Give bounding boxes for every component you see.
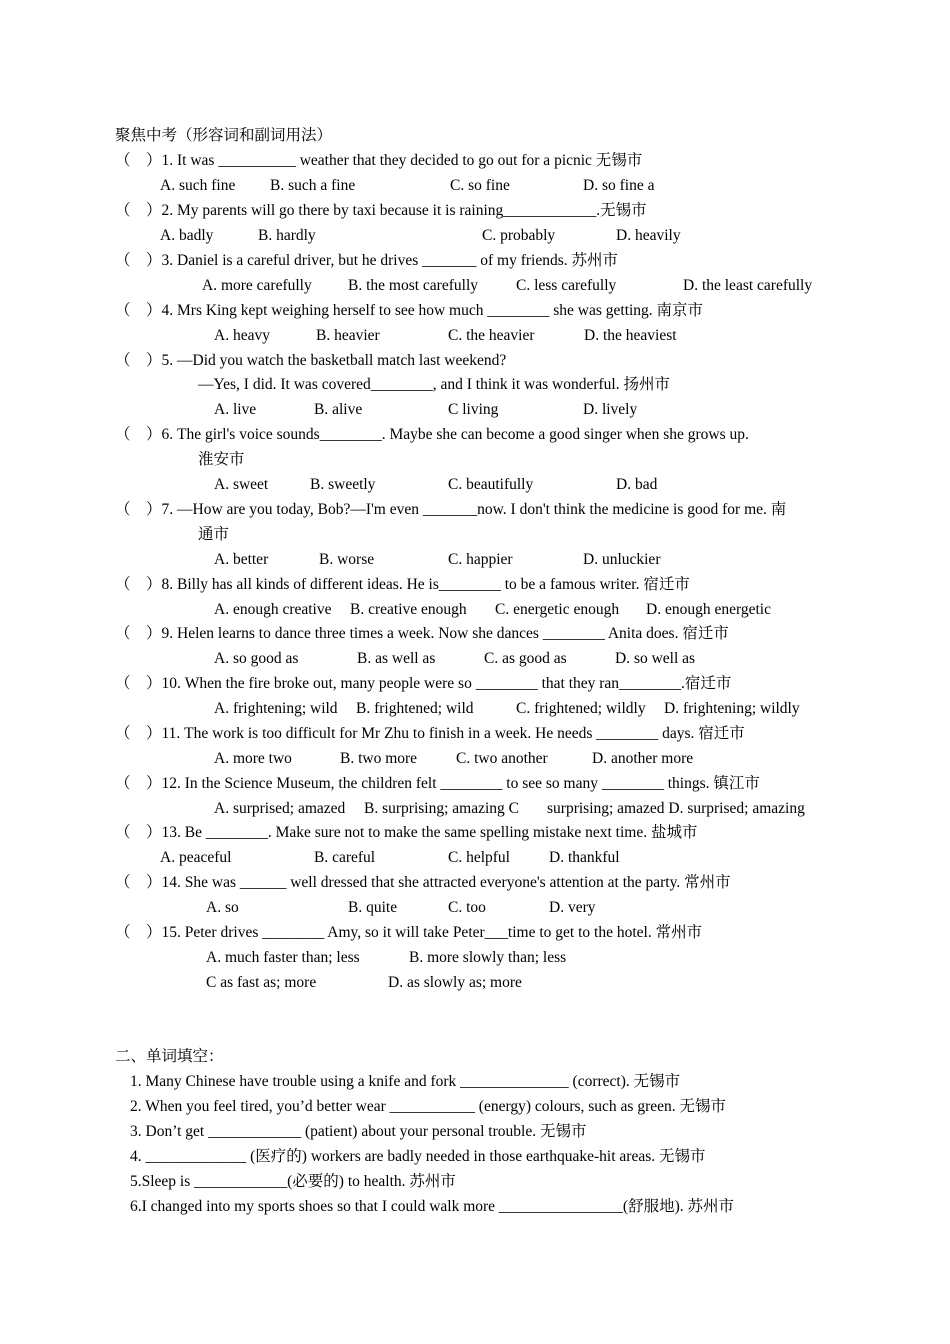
option: A. heavy (214, 327, 270, 344)
option: C. frightened; wildly (516, 700, 646, 717)
option: C. less carefully (516, 277, 617, 294)
option: B. alive (314, 401, 363, 418)
option: A. better (214, 551, 269, 568)
option: A. such fine (160, 177, 236, 194)
option: A. more two (214, 750, 292, 767)
fill-item: 6.I changed into my sports shoes so that I could walk more ________________(舒服地). 苏州市 (130, 1198, 734, 1215)
option: D. enough energetic (646, 601, 771, 618)
question-stem: （ ）8. Billy has all kinds of different ideas. He is________ to be a famous writer. 宿迁市 (115, 576, 690, 593)
option: D. the heaviest (584, 327, 677, 344)
option: C. helpful (448, 849, 510, 866)
fill-item: 5.Sleep is ____________(必要的) to health. 苏州市 (130, 1173, 456, 1190)
option: B. creative enough (350, 601, 467, 618)
option: A. live (214, 401, 257, 418)
option: B. sweetly (310, 476, 376, 493)
option: C. energetic enough (495, 601, 620, 618)
fill-item: 2. When you feel tired, you’d better wear ___________ (energy) colours, such as green. 无锡市 (130, 1098, 727, 1115)
option: D. lively (583, 401, 638, 418)
option: A. so (206, 899, 239, 916)
option: C. two another (456, 750, 548, 767)
fill-item: 1. Many Chinese have trouble using a knife and fork ______________ (correct). 无锡市 (130, 1073, 681, 1090)
section-title: 二、单词填空： (115, 1048, 224, 1065)
question-stem: （ ）2. My parents will go there by taxi because it is raining____________.无锡市 (115, 202, 647, 219)
option: C. too (448, 899, 486, 916)
question-stem: （ ）4. Mrs King kept weighing herself to see how much ________ she was getting. 南京市 (115, 302, 704, 319)
question-stem: （ ）7. —How are you today, Bob?—I'm even _______now. I don't think the medicine is good for me. 南 (115, 501, 787, 518)
question-stem: （ ）12. In the Science Museum, the children felt ________ to see so many ________ things. 镇江市 (115, 775, 760, 792)
option: C. probably (482, 227, 556, 244)
option: B. heavier (316, 327, 380, 344)
option: A. more carefully (202, 277, 312, 294)
option: C. happier (448, 551, 513, 568)
question-stem: （ ）11. The work is too difficult for Mr Zhu to finish in a week. He needs ________ days. 宿迁市 (115, 725, 745, 742)
fill-item: 3. Don’t get ____________ (patient) about your personal trouble. 无锡市 (130, 1123, 587, 1140)
option: B. two more (340, 750, 418, 767)
question-stem-continued: —Yes, I did. It was covered________, and I think it was wonderful. 扬州市 (198, 376, 670, 393)
question-stem: （ ）14. She was ______ well dressed that she attracted everyone's attention at the party. 常州市 (115, 874, 731, 891)
option: B. such a fine (270, 177, 356, 194)
question-stem: （ ）6. The girl's voice sounds________. Maybe she can become a good singer when she grows up. (115, 426, 749, 443)
option: B. as well as (357, 650, 436, 667)
question-stem: （ ）13. Be ________. Make sure not to make the same spelling mistake next time. 盐城市 (115, 824, 698, 841)
option: B. the most carefully (348, 277, 478, 294)
option: D. bad (616, 476, 658, 493)
option: surprising; amazed D. surprised; amazing (547, 800, 805, 817)
option: B. quite (348, 899, 398, 916)
question-stem-continued: 通市 (198, 526, 230, 543)
option: B. surprising; amazing C (364, 800, 519, 817)
option: A. much faster than; less (206, 949, 360, 966)
option: C. as good as (484, 650, 567, 667)
fill-item: 4. _____________ (医疗的) workers are badly needed in those earthquake-hit areas. 无锡市 (130, 1148, 706, 1165)
option: A. frightening; wild (214, 700, 338, 717)
option: B. careful (314, 849, 376, 866)
section-title: 聚焦中考（形容词和副词用法） (115, 127, 333, 144)
question-stem: （ ）9. Helen learns to dance three times a week. Now she dances ________ Anita does. 宿迁市 (115, 625, 729, 642)
option: C as fast as; more (206, 974, 317, 991)
option: C living (448, 401, 499, 418)
question-stem: （ ）1. It was __________ weather that they decided to go out for a picnic 无锡市 (115, 152, 643, 169)
option: B. worse (319, 551, 375, 568)
option: A. sweet (214, 476, 269, 493)
option: B. hardly (258, 227, 316, 244)
option: B. more slowly than; less (409, 949, 567, 966)
option: A. badly (160, 227, 214, 244)
option: A. peaceful (160, 849, 232, 866)
option: D. as slowly as; more (388, 974, 522, 991)
option: A. surprised; amazed (214, 800, 346, 817)
question-stem: （ ）15. Peter drives ________ Amy, so it will take Peter___time to get to the hotel. 常州市 (115, 924, 703, 941)
option: D. the least carefully (683, 277, 813, 294)
question-stem: （ ）10. When the fire broke out, many people were so ________ that they ran________.宿迁市 (115, 675, 732, 692)
option: C. so fine (450, 177, 510, 194)
option: D. so well as (615, 650, 696, 667)
option: D. frightening; wildly (664, 700, 800, 717)
option: A. so good as (214, 650, 299, 667)
option: D. heavily (616, 227, 681, 244)
option: B. frightened; wild (356, 700, 474, 717)
question-stem-continued: 淮安市 (198, 451, 245, 468)
option: D. unluckier (583, 551, 661, 568)
option: C. the heavier (448, 327, 535, 344)
option: D. so fine a (583, 177, 655, 194)
question-stem: （ ）5. —Did you watch the basketball match last weekend? (115, 352, 507, 369)
option: D. very (549, 899, 596, 916)
option: A. enough creative (214, 601, 332, 618)
option: D. another more (592, 750, 694, 767)
option: C. beautifully (448, 476, 534, 493)
option: D. thankful (549, 849, 620, 866)
question-stem: （ ）3. Daniel is a careful driver, but he drives _______ of my friends. 苏州市 (115, 252, 619, 269)
